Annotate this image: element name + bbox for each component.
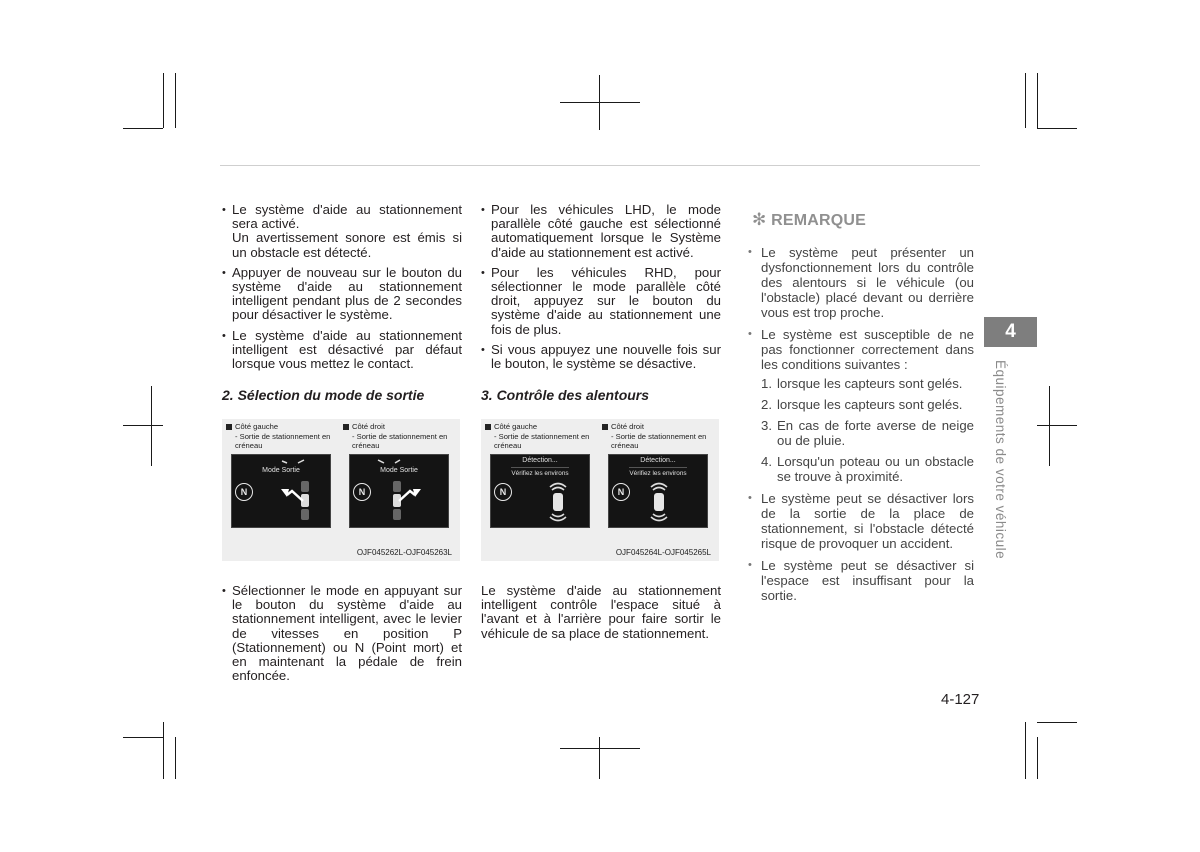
gear-n-icon: N <box>235 483 253 501</box>
figure-code: OJF045264L-OJF045265L <box>615 548 711 557</box>
gear-n-icon: N <box>353 483 371 501</box>
bullet-text: Le système est susceptible de ne pas fonctionner correctement dans les conditions suivantes : <box>761 327 974 372</box>
caption-sub: - Sortie de stationnement en créneau <box>352 431 448 450</box>
crop-mark <box>1025 73 1026 128</box>
bullet-list <box>222 203 462 371</box>
crop-mark <box>1037 128 1077 129</box>
caption-title: Côté droit <box>611 422 644 431</box>
crop-mark <box>163 73 164 128</box>
crop-mark <box>1025 722 1026 779</box>
gear-n-icon: N <box>494 483 512 501</box>
crop-mark <box>560 748 640 749</box>
caption-sub: - Sortie de stationnement en créneau <box>494 431 590 450</box>
figure-surroundings-check <box>481 419 719 561</box>
screen-label-detecting: Détection... <box>522 457 558 464</box>
bullet-list <box>481 203 721 371</box>
cluster-screen-left <box>490 454 590 528</box>
list-item <box>761 454 974 484</box>
paragraph: Le système d'aide au stationnement intelligent contrôle l'espace situé à l'avant et à l'arrière pour faire sortir le véhicule de sa place de stationnement. <box>481 583 721 641</box>
bullet-text: Pour les véhicules LHD, le mode parallèle côté gauche est sélectionné automatiquement lorsque le Système d'aide au stationnement est activé. <box>491 202 721 260</box>
list-item <box>481 266 721 337</box>
crop-mark <box>560 102 640 103</box>
list-item <box>748 327 974 484</box>
page-number: 4-127 <box>941 691 980 708</box>
column-middle <box>481 203 721 377</box>
item-number: 4. <box>761 454 772 469</box>
column-right <box>748 245 974 610</box>
car-sensors-icon <box>543 479 573 525</box>
bullet-list <box>222 584 462 683</box>
crop-mark <box>1049 386 1050 466</box>
list-item <box>761 418 974 448</box>
figure-caption-right <box>602 422 712 451</box>
bullet-text: Le système peut se désactiver lors de la sortie de la place de stationnement, si l'obstacle détecté risque de provoquer un accident. <box>761 491 974 551</box>
cluster-screen-left <box>231 454 331 528</box>
list-item <box>761 376 974 391</box>
asterisk-icon: ✻ <box>752 210 767 229</box>
list-item <box>481 203 721 260</box>
bullet-text: Appuyer de nouveau sur le bouton du système d'aide au stationnement intelligent pendant plus de 2 secondes pour désactiver le système. <box>232 264 462 323</box>
item-number: 2. <box>761 397 772 412</box>
screen-label-detecting: Détection... <box>640 457 676 464</box>
list-item <box>222 329 462 372</box>
list-item <box>481 343 721 371</box>
screen-label-check: Vérifiez les environs <box>511 470 569 477</box>
item-number: 1. <box>761 376 772 391</box>
crop-mark <box>123 737 163 738</box>
list-item <box>748 245 974 320</box>
caption-title: Côté gauche <box>494 422 538 431</box>
exit-left-icon <box>277 477 317 525</box>
crop-mark <box>1037 425 1077 426</box>
exit-right-icon <box>385 477 425 525</box>
column-left <box>222 203 462 377</box>
crop-mark <box>1037 722 1077 723</box>
list-item <box>748 558 974 603</box>
crop-mark <box>175 73 176 128</box>
header-rule <box>220 165 980 166</box>
screen-divider <box>511 467 569 468</box>
gear-n-icon: N <box>612 483 630 501</box>
crop-mark <box>123 128 163 129</box>
bullet-text: Le système peut se désactiver si l'espace est insuffisant pour la sortie. <box>761 558 974 603</box>
column-left-lower <box>222 584 462 689</box>
figure-exit-mode <box>222 419 460 561</box>
caption-title: Côté gauche <box>235 422 279 431</box>
bullet-text: Sélectionner le mode en appuyant sur le bouton du système d'aide au stationnement intelligent, avec le levier de vitesses en position P (Stationnement) ou N (Point mort) et en maintenant la pédale de frein enfoncée. <box>232 583 462 684</box>
chapter-title-text: Équipements de votre véhicule <box>993 360 1008 560</box>
cluster-screen-right <box>608 454 708 528</box>
section-title-exit-mode: 2. Sélection du mode de sortie <box>222 387 425 403</box>
item-text: Lorsqu'un poteau ou un obstacle se trouve à proximité. <box>777 454 974 484</box>
cluster-screen-right <box>349 454 449 528</box>
arrow-icon <box>280 457 310 467</box>
item-number: 3. <box>761 418 772 433</box>
figure-caption-left <box>485 422 595 451</box>
list-item <box>761 397 974 412</box>
bullet-text: Le système d'aide au stationnement intelligent est désactivé par défaut lorsque vous mettez le contact. <box>232 327 462 372</box>
condition-list <box>761 376 974 484</box>
caption-title: Côté droit <box>352 422 385 431</box>
chapter-title-vertical <box>990 360 1010 580</box>
figure-caption-left <box>226 422 336 451</box>
crop-mark <box>1037 737 1038 779</box>
bullet-continuation: Un avertissement sonore est émis si un obstacle est détecté. <box>232 230 462 260</box>
list-item <box>222 266 462 323</box>
crop-mark <box>163 722 164 779</box>
crop-mark <box>151 386 152 466</box>
note-list <box>748 245 974 603</box>
item-text: En cas de forte averse de neige ou de pluie. <box>777 418 974 448</box>
screen-label: Mode Sortie <box>380 467 418 474</box>
bullet-text: Pour les véhicules RHD, pour sélectionner le mode parallèle côté droit, appuyez sur le bouton du système d'aide au stationnement une fois de plus. <box>491 264 721 337</box>
screen-label-check: Vérifiez les environs <box>629 470 687 477</box>
screen-divider <box>629 467 687 468</box>
section-title-surroundings: 3. Contrôle des alentours <box>481 387 650 403</box>
list-item <box>222 203 462 260</box>
caption-sub: - Sortie de stationnement en créneau <box>611 431 707 450</box>
note-title: REMARQUE <box>771 212 867 229</box>
column-middle-lower <box>481 584 721 641</box>
note-heading <box>752 210 866 230</box>
arrow-icon <box>372 457 402 467</box>
crop-mark <box>175 737 176 779</box>
list-item <box>222 584 462 683</box>
screen-label: Mode Sortie <box>262 467 300 474</box>
list-item <box>748 491 974 551</box>
bullet-text: Le système peut présenter un dysfonctionnement lors du contrôle des alentours si le véhicule (ou l'obstacle) placé devant ou derrière vous est trop proche. <box>761 245 974 320</box>
car-sensors-icon <box>644 479 674 525</box>
bullet-text: Le système d'aide au stationnement sera activé. <box>232 202 462 232</box>
item-text: lorsque les capteurs sont gelés. <box>777 376 963 391</box>
item-text: lorsque les capteurs sont gelés. <box>777 397 963 412</box>
caption-sub: - Sortie de stationnement en créneau <box>235 431 331 450</box>
chapter-tab: 4 <box>984 317 1037 347</box>
figure-code: OJF045262L-OJF045263L <box>356 548 452 557</box>
bullet-text: Si vous appuyez une nouvelle fois sur le bouton, le système se désactive. <box>491 341 721 372</box>
crop-mark <box>599 737 600 779</box>
figure-caption-right <box>343 422 453 451</box>
crop-mark <box>1037 73 1038 128</box>
crop-mark <box>123 425 163 426</box>
